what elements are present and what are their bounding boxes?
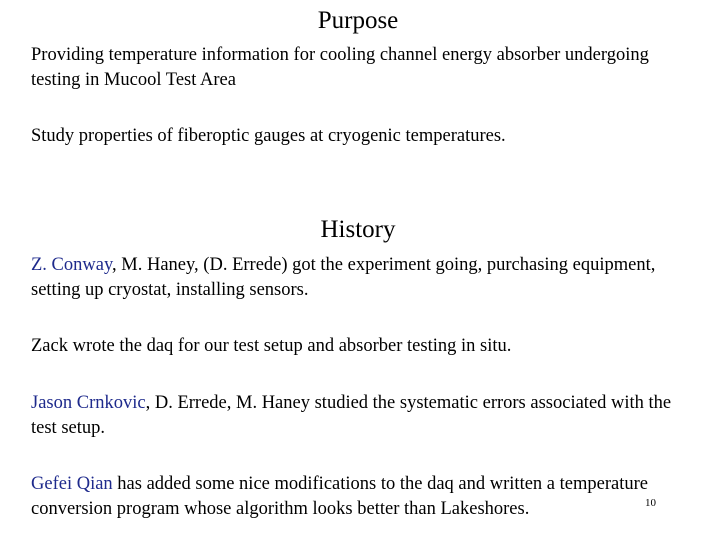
history-paragraph-4	[31, 472, 681, 522]
purpose-paragraph-1: Providing temperature information for cooling channel energy absorber undergoing testing in Mucool Test Area	[31, 45, 649, 90]
history-paragraph-2: Zack wrote the daq for our test setup and absorber testing in situ.	[31, 336, 512, 356]
purpose-paragraph-2: Study properties of fiberoptic gauges at cryogenic temperatures.	[31, 126, 506, 146]
person-name: Z. Conway	[31, 255, 113, 275]
person-name: Gefei Qian	[31, 474, 113, 494]
slide-number: 10	[645, 497, 656, 509]
history-heading: History	[320, 216, 396, 243]
person-name: Jason Crnkovic	[31, 393, 146, 413]
history-paragraph-3-text: , D. Errede, M. Haney studied the systematic errors associated with the test setup.	[31, 393, 672, 438]
purpose-heading: Purpose	[317, 7, 399, 34]
history-paragraph-1-text: , M. Haney, (D. Errede) got the experiment going, purchasing equipment, setting up cryostat, installing sensors.	[31, 255, 656, 300]
history-paragraph-3	[31, 391, 681, 441]
history-paragraph-4-text: has added some nice modifications to the daq and written a temperature conversion program whose algorithm looks better than Lakeshores.	[31, 474, 648, 519]
history-paragraph-1	[31, 253, 681, 303]
